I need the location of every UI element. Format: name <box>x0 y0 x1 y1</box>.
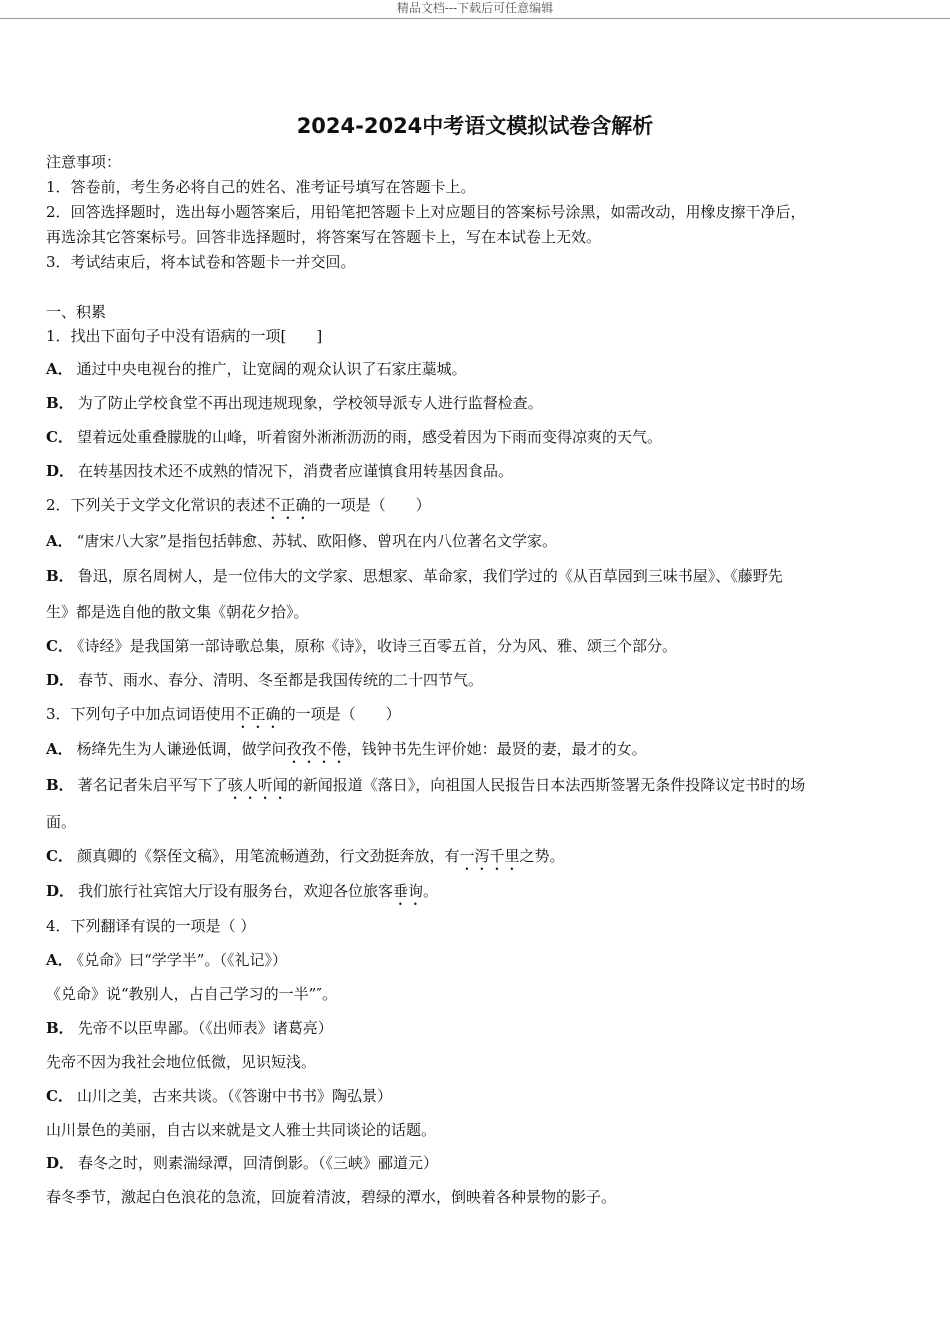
option-label: B． <box>46 567 74 585</box>
option-label: A． <box>46 532 73 550</box>
option-text: 在转基因技术还不成熟的情况下，消费者应谨慎食用转基因食品。 <box>78 462 514 480</box>
option-text: 颜真卿的《祭侄文稿》，用笔流畅遒劲，行文劲挺奔放，有 <box>76 847 460 865</box>
option-text: 。 <box>423 882 439 900</box>
option-continuation: 面。 <box>46 813 77 831</box>
translation-text: 《兑命》说“教别人，占自己学习的一半”″。 <box>46 985 337 1003</box>
option-text: 望着远处重叠朦胧的山峰，听着窗外淅淅沥沥的雨，感受着因为下雨而变得凉爽的天气。 <box>76 428 662 446</box>
option-label: B． <box>46 776 74 794</box>
option-label: D． <box>46 1154 75 1172</box>
option-label: C． <box>46 847 73 865</box>
option-label: B． <box>46 1019 74 1037</box>
option-text: 杨绛先生为人谦逊低调，做学问 <box>76 740 287 758</box>
option-label: B． <box>46 394 74 412</box>
option-text: ，钱钟书先生评价她：最贤的妻，最才的女。 <box>346 740 647 758</box>
option-line <box>46 531 906 551</box>
stem-text: 3．下列句子中加点词语使用 <box>46 705 236 723</box>
option-text: 《兑命》曰“学学半”。（《礼记》） <box>76 951 287 969</box>
option-text: 先帝不以臣卑鄙。（《出师表》诸葛亮） <box>77 1019 333 1037</box>
question-stem <box>46 704 906 732</box>
option-label: C． <box>46 637 73 655</box>
page-title: 2024-2024中考语文模拟试卷含解析 <box>296 114 654 138</box>
option-text: “唐宋八大家”是指包括韩愈、苏轼、欧阳修、曾巩在内八位著名文学家。 <box>76 532 557 550</box>
option-text: 《诗经》是我国第一部诗歌总集，原称《诗》，收诗三百零五首，分为风、雅、颂三个部分。 <box>76 637 677 655</box>
option-label: A． <box>46 951 73 969</box>
option-text: 的新闻报道《落日》，向祖国人民报告日本法西斯签署无条件投降议定书时的场 <box>287 776 806 794</box>
emphasis-text: 不正确 <box>235 705 281 723</box>
option-line <box>46 1086 906 1106</box>
emphasis-text: 骇人听闻 <box>227 776 288 794</box>
translation-line <box>46 1187 906 1207</box>
notice-item: 3．考试结束后，将本试卷和答题卡一并交回。 <box>46 253 356 271</box>
option-label: A． <box>46 740 73 758</box>
translation-line <box>46 1052 906 1072</box>
option-text: 鲁迅，原名周树人，是一位伟大的文学家、思想家、革命家，我们学过的《从百草园到三味书屋》、《藤野先 <box>77 567 783 585</box>
question-stem <box>46 495 906 523</box>
notice-item: 再选涂其它答案标号。回答非选择题时，将答案写在答题卡上，写在本试卷上无效。 <box>46 228 602 246</box>
section-heading: 一、积累 <box>46 303 107 321</box>
option-text: 春节、雨水、春分、清明、冬至都是我国传统的二十四节气。 <box>78 671 484 689</box>
option-line <box>46 775 906 803</box>
option-line <box>46 846 906 874</box>
translation-text: 山川景色的美丽，自古以来就是文人雅士共同谈论的话题。 <box>46 1121 437 1139</box>
option-line <box>46 670 906 690</box>
stem-text: 的一项是（ ） <box>280 705 401 723</box>
option-text: 生》都是选自他的散文集《朝花夕拾》。 <box>46 603 309 621</box>
notice-item: 2．回答选择题时，选出每小题答案后，用铅笔把答题卡上对应题目的答案标号涂黑，如需改动，用橡皮擦干净后， <box>46 203 806 221</box>
option-text: 为了防止学校食堂不再出现违规现象，学校领导派专人进行监督检查。 <box>77 394 543 412</box>
emphasis-text: 垂询 <box>393 882 424 900</box>
option-line <box>46 359 906 379</box>
option-text: 春冬之时，则素湍绿潭，回清倒影。（《三峡》郦道元） <box>78 1154 439 1172</box>
emphasis-text: 不正确 <box>265 496 311 514</box>
option-line <box>46 427 906 447</box>
option-line <box>46 1018 906 1038</box>
option-label: C． <box>46 428 73 446</box>
translation-text: 先帝不因为我社会地位低微，见识短浅。 <box>46 1053 317 1071</box>
option-line <box>46 566 906 586</box>
option-label: D． <box>46 671 75 689</box>
option-text: 山川之美，古来共谈。（《答谢中书书》陶弘景） <box>76 1087 392 1105</box>
option-label: C． <box>46 1087 73 1105</box>
header-divider <box>0 18 950 19</box>
notice-heading: 注意事项： <box>46 153 122 171</box>
option-text: 通过中央电视台的推广，让宽阔的观众认识了石家庄藁城。 <box>76 360 467 378</box>
header-note: 精品文档---下载后可任意编辑 <box>396 1 554 15</box>
option-line <box>46 461 906 481</box>
stem-text: 2．下列关于文学文化常识的表述 <box>46 496 266 514</box>
option-line <box>46 950 906 970</box>
option-line <box>46 1153 906 1173</box>
emphasis-text: 一泻千里 <box>459 847 520 865</box>
translation-line <box>46 984 906 1004</box>
option-label: A． <box>46 360 73 378</box>
question-stem: 1．找出下面句子中没有语病的一项[ ] <box>46 327 323 345</box>
stem-text: 的一项是（ ） <box>310 496 431 514</box>
option-line <box>46 393 906 413</box>
option-line <box>46 636 906 656</box>
translation-text: 春冬季节，激起白色浪花的急流，回旋着清波，碧绿的潭水，倒映着各种景物的影子。 <box>46 1188 617 1206</box>
option-text: 我们旅行社宾馆大厅设有服务台，欢迎各位旅客 <box>78 882 394 900</box>
emphasis-text: 孜孜不倦 <box>286 740 347 758</box>
translation-line <box>46 1120 906 1140</box>
option-line <box>46 881 906 909</box>
notice-item: 1．答卷前，考生务必将自己的姓名、准考证号填写在答题卡上。 <box>46 178 476 196</box>
question-stem: 4．下列翻译有误的一项是（ ） <box>46 917 256 935</box>
option-line <box>46 739 906 767</box>
option-text: 著名记者朱启平写下了 <box>77 776 228 794</box>
option-label: D． <box>46 462 75 480</box>
option-continuation <box>46 602 906 622</box>
option-text: 之势。 <box>519 847 565 865</box>
option-label: D． <box>46 882 75 900</box>
